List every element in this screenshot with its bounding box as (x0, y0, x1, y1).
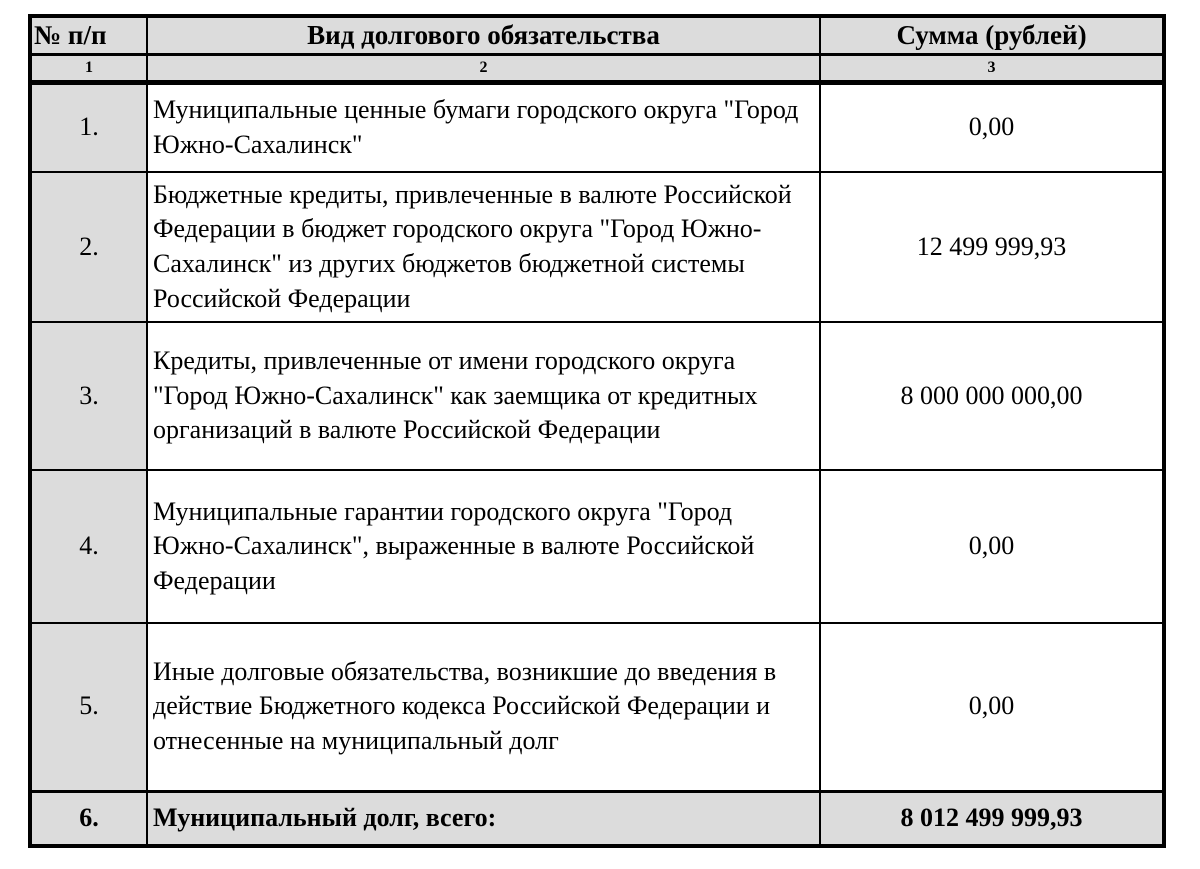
column-index-row (30, 54, 1164, 82)
row-number-cell: 5. (30, 623, 147, 791)
amount-cell: 0,00 (820, 470, 1164, 623)
municipal-debt-table (28, 14, 1166, 848)
table-row (30, 623, 1164, 791)
debt-type-cell: Муниципальные гарантии городского округа "Город Южно-Сахалинск", выраженные в валюте Российской Федерации (147, 470, 820, 623)
debt-type-cell: Бюджетные кредиты, привлеченные в валюте Российской Федерации в бюджет городского округа "Город Южно-Сахалинск" из других бюджетов бюджетной системы Российской Федерации (147, 172, 820, 322)
header-col-amount: Сумма (рублей) (820, 16, 1164, 54)
row-number-cell: 1. (30, 82, 147, 172)
table-row (30, 172, 1164, 322)
column-index-1: 1 (30, 54, 147, 82)
table-row (30, 82, 1164, 172)
debt-type-cell: Кредиты, привлеченные от имени городского округа "Город Южно-Сахалинск" как заемщика от кредитных организаций в валюте Российской Федерации (147, 322, 820, 470)
header-col-type: Вид долгового обязательства (147, 16, 820, 54)
debt-type-cell: Муниципальные ценные бумаги городского округа "Город Южно-Сахалинск" (147, 82, 820, 172)
total-amount-cell: 8 012 499 999,93 (820, 791, 1164, 846)
amount-cell: 0,00 (820, 623, 1164, 791)
table-row (30, 322, 1164, 470)
row-number-cell: 2. (30, 172, 147, 322)
row-number-cell: 3. (30, 322, 147, 470)
debt-type-cell: Иные долговые обязательства, возникшие до введения в действие Бюджетного кодекса Российской Федерации и отнесенные на муниципальный долг (147, 623, 820, 791)
total-number-cell: 6. (30, 791, 147, 846)
total-row (30, 791, 1164, 846)
column-index-3: 3 (820, 54, 1164, 82)
row-number-cell: 4. (30, 470, 147, 623)
amount-cell: 8 000 000 000,00 (820, 322, 1164, 470)
total-label-cell: Муниципальный долг, всего: (147, 791, 820, 846)
header-col-number: № п/п (30, 16, 147, 54)
table-row (30, 470, 1164, 623)
column-index-2: 2 (147, 54, 820, 82)
amount-cell: 12 499 999,93 (820, 172, 1164, 322)
amount-cell: 0,00 (820, 82, 1164, 172)
header-row (30, 16, 1164, 54)
